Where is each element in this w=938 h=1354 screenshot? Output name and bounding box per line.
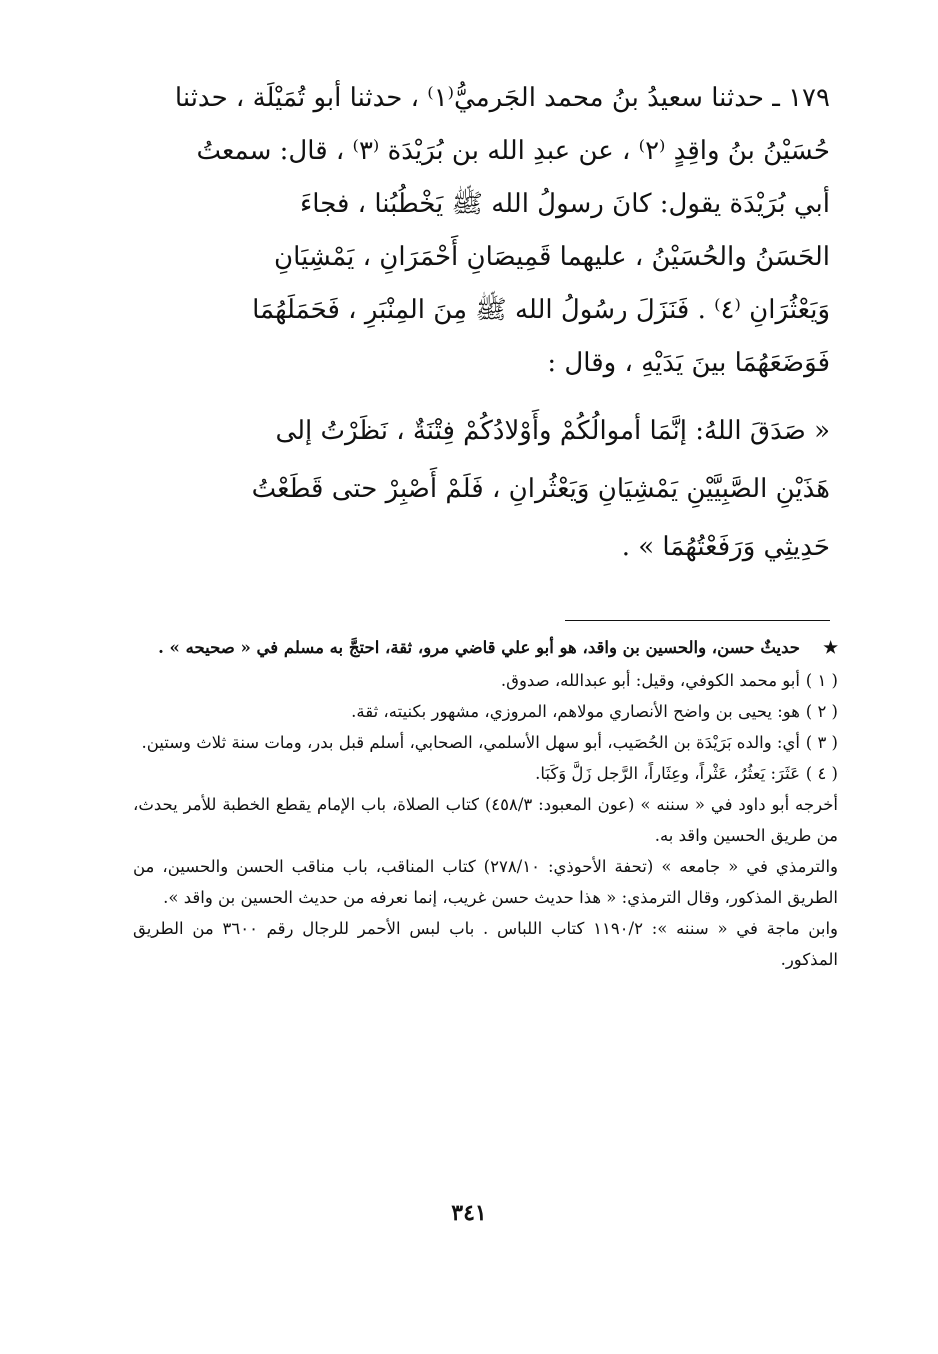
footnote-number: ( ٣ ) [805, 733, 838, 752]
reference-tirmidhi: والترمذي في « جامعه » (تحفة الأحوذي: ٢٧٨/١٠) كتاب المناقب، باب مناقب الحسن والحسين، من الطريق المذكور، وقال الترمذي: « هذا حديث حسن غريب، إنما نعرفه من حديث الحسين بن واقد ». [133, 857, 838, 907]
footnote-text: عَثَرَ: يَعثُرُ، عَثْراً، وعِثَاراً، الرَّجل زَلَّ وَكَبَا. [535, 764, 800, 783]
reference-abu-dawud: أخرجه أبو داود في « سننه » (عون المعبود: ٤٥٨/٣) كتاب الصلاة، باب الإمام يقطع الخطبة للأمر يحدث، من طريق الحسين واقد به. [133, 795, 838, 845]
grading-note [133, 632, 838, 663]
hadith-line: أبي بُرَيْدَة يقول: كانَ رسولُ الله ﷺ يَخْطُبُنا ، فجاءَ [300, 189, 830, 219]
footnote-text: هو: يحيى بن واضح الأنصاري مولاهم، المروزي، مشهور بكنيته، ثقة. [351, 702, 800, 721]
hadith-line: ١٧٩ ـ حدثنا سعيدُ بنُ محمد الجَرميُّ⁽١⁾ ، حدثنا أبو تُمَيْلَة ، حدثنا [174, 83, 830, 113]
footnote-2 [133, 696, 838, 727]
hadith-line: الحَسَنُ والحُسَيْنُ ، عليهما قَمِيصَانِ أَحْمَرَانِ ، يَمْشِيَانِ [274, 242, 830, 272]
hadith-line: حُسَيْنُ بنُ واقِدٍ ⁽٢⁾ ، عن عبدِ الله بن بُرَيْدَة ⁽٣⁾ ، قال: سمعتُ [196, 136, 830, 166]
quote-line: حَدِيثِي وَرَفَعْتُهُمَا » . [621, 532, 830, 562]
prophet-quote [130, 402, 830, 576]
footnote-text: أي: والده بَرَيْدَة بن الحُصَيب، أبو سهل الأسلمي، الصحابي، أسلم قبل بدر، ومات سنة ثلاث وستين. [141, 733, 800, 752]
footnote-1 [133, 665, 838, 696]
hadith-line: فَوَضَعَهُمَا بينَ يَدَيْهِ ، وقال : [547, 348, 830, 378]
footnote-3 [133, 727, 838, 758]
page-number: ٣٤١ [451, 1200, 487, 1226]
footnote-text: أبو محمد الكوفي، وقيل: أبو عبدالله، صدوق. [500, 671, 800, 690]
footnote-number: ( ٢ ) [805, 702, 838, 721]
quote-line: هَذَيْنِ الصَّبِيَّيْنِ يَمْشِيَانِ وَيَعْثُرانِ ، فَلَمْ أَصْبِرْ حتى قَطَعْتُ [251, 474, 830, 504]
hadith-line: وَيَعْثُرَانِ ⁽٤⁾ . فَنَزَلَ رسُولُ الله ﷺ مِنَ المِنْبَرِ ، فَحَمَلَهُمَا [252, 295, 830, 325]
footnote-number: ( ٤ ) [805, 764, 838, 783]
reference-ibn-majah: وابن ماجة في « سننه »: ١١٩٠/٢ كتاب اللباس . باب لبس الأحمر للرجال رقم ٣٦٠٠ من الطريق المذكور. [133, 919, 839, 969]
quote-line: « صَدَقَ اللهُ: إنَّمَا أموالُكُمْ وأَوْلادُكُمْ فِتْنَةٌ ، نَظَرْتُ إلى [275, 416, 830, 446]
star-icon: ★ [823, 638, 838, 657]
footnote-number: ( ١ ) [805, 671, 838, 690]
grading-note-text: حديثٌ حسن، والحسين بن واقد، هو أبو علي قاضي مرو، ثقة، احتجَّ به مسلم في « صحيحه » . [158, 638, 800, 657]
footnote-4 [133, 758, 838, 789]
hadith-text [130, 72, 830, 390]
footnote-separator [565, 620, 830, 621]
footnotes [133, 632, 838, 975]
